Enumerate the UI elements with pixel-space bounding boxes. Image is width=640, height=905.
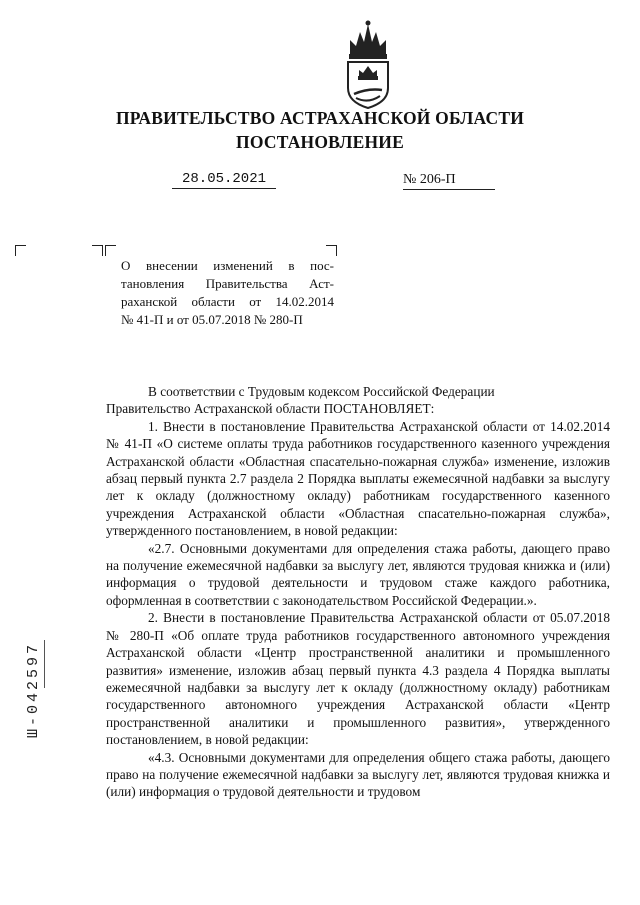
serial-code: Ш-042597 [25, 641, 42, 738]
document-type: ПОСТАНОВЛЕНИЕ [236, 132, 404, 152]
coat-of-arms-emblem [342, 18, 394, 110]
subject-line: тановления Правительства Аст- [121, 276, 334, 291]
organization-title: ПРАВИТЕЛЬСТВО АСТРАХАНСКОЙ ОБЛАСТИ [115, 108, 525, 128]
paragraph-2-quote: «4.3. Основными документами для определения общего стажа работы, дающего право на получение ежемесячной надбавки за выслугу лет, являются трудовая книжка и (или) информация о трудовой деятельности и трудовом [106, 749, 610, 800]
corner-mark [92, 245, 103, 256]
corner-mark [326, 245, 337, 256]
corner-mark [15, 245, 26, 256]
paragraph-1-quote: «2.7. Основными документами для определения стажа работы, дающего право на получение ежемесячной надбавки за выслугу лет, являются трудовая книжка и (или) информация о трудовой деятельности и трудовом стаже каждого работника, оформленная в соответствии с законодательством Российской Федерации.». [106, 540, 610, 608]
document-date: 28.05.2021 [172, 171, 276, 189]
paragraph-2: 2. Внести в постановление Правительства Астраханской области от 05.07.2018 № 280-П «Об оплате труда работников государственного автономного учреждения Астраханской области «Центр пространственной аналитики и промышленного развития» изменение, изложив абзац первый пункта 4.3 раздела 4 Порядка выплаты ежемесячной надбавки за выслугу лет к окладу (должностному окладу) работникам государственного автономного учреждения Астраханской области «Центр пространственной аналитики и промышленного развития», утвержденного постановлением, в новой редакции: [106, 610, 610, 748]
document-subject [121, 257, 334, 329]
margin-line [44, 640, 45, 688]
corner-mark [105, 245, 116, 256]
subject-line: № 41-П и от 05.07.2018 № 280-П [121, 312, 303, 327]
paragraph-1: 1. Внести в постановление Правительства Астраханской области от 14.02.2014 № 41-П «О системе оплаты труда работников государственного казенного учреждения Астраханской области «Областная спасательно-пожарная служба» изменение, изложив абзац первый пункта 2.7 раздела 2 Порядка выплаты ежемесячной надбавки за выслугу лет к окладу (должностному окладу) работникам государственного казенного учреждения Астраханской области «Областная спасательно-пожарная служба», утвержденного постановлением, в новой редакции: [106, 418, 610, 539]
preamble-continued: Правительство Астраханской области ПОСТАНОВЛЯЕТ: [106, 401, 435, 417]
document-body [106, 383, 610, 801]
subject-line: О внесении изменений в пос- [121, 258, 334, 273]
preamble: В соответствии с Трудовым кодексом Российской Федерации [148, 384, 495, 399]
subject-line: раханской области от 14.02.2014 [121, 294, 334, 309]
document-number: № 206-П [403, 172, 495, 190]
